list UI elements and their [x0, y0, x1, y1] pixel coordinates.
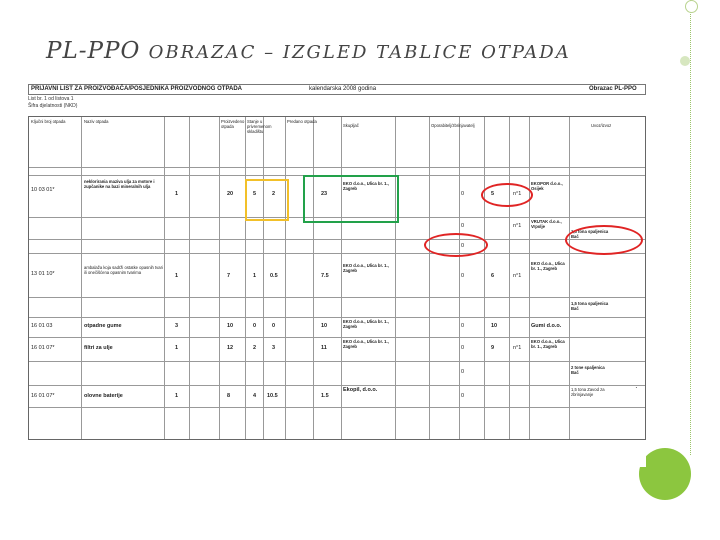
waste-table: [28, 116, 646, 440]
col-header-name: Naziv otpada: [84, 119, 109, 124]
row0-dest: EKOPOR d.o.o., Osijek: [531, 181, 563, 191]
red-circle-3: [565, 225, 643, 255]
col-header-produced: Proizvedeno otpada: [221, 119, 245, 129]
row1-r1: 0: [461, 223, 465, 229]
col-header-storage: Stanje u privremenom skladištu: [247, 119, 272, 134]
row3-qty: 7.5: [321, 273, 329, 279]
row8-n2: 8: [227, 393, 231, 399]
red-circle-1: [481, 183, 533, 207]
row8-n4: 10.5: [267, 393, 278, 399]
row0-n4: 2: [272, 191, 276, 197]
col-header-recycler: Oporabitelj/zbrinjavatelj: [431, 123, 475, 128]
row5-dest: Gumi d.o.o.: [531, 323, 562, 329]
row6-n3: 2: [253, 345, 257, 351]
row1-dest: VRUTAK d.o.o., Vrpolje: [531, 219, 562, 229]
title-lead: PL-PPO: [46, 38, 141, 64]
row6-n2: 12: [227, 345, 234, 351]
form-header: [28, 84, 646, 95]
form-heading: PRIJAVNI LIST ZA PROIZVOĐAČA/POSJEDNIKA PROIZVODNOG OTPADA: [31, 86, 243, 92]
row0-name: nekloriraniа maziva ulja za motore i zupčanike na bazi mineralnih ulja: [84, 179, 155, 189]
row3-n2: 7: [227, 273, 231, 279]
form-meta-1: List br. 1 od listova 1: [28, 96, 74, 102]
deco-circle-mid: [680, 56, 690, 66]
row7-r1: 0: [461, 369, 465, 375]
row3-n3: 1: [253, 273, 257, 279]
row8-n1: 1: [175, 393, 179, 399]
row3-r3: n°1: [513, 273, 522, 279]
row3-n1: 1: [175, 273, 179, 279]
row0-collector: EKO d.o.o., Ulica br. 1., Zagreb: [343, 181, 389, 191]
row6-qty: 11: [321, 345, 327, 351]
row3-dest: EKO d.o.o., Ulica br. 1., Zagreb: [531, 261, 565, 271]
row5-r1: 0: [461, 323, 465, 329]
slide-title: [46, 38, 571, 64]
row5-r2: 10: [491, 323, 498, 329]
row3-name: ambalaža koja sadrži ostatke opasnih tvari ili onečišćena opasnim tvarima: [84, 265, 163, 275]
title-rest: OBRAZAC – IZGLED TABLICE OTPADA: [148, 42, 571, 63]
row8-qty: 1.5: [321, 393, 329, 399]
row8-r1: 0: [461, 393, 465, 399]
row6-n4: 3: [272, 345, 276, 351]
col-header-collector: Skupljač: [343, 123, 359, 128]
row0-r1: 0: [461, 191, 465, 197]
row8-code: 16 01 07*: [31, 393, 55, 399]
row6-r2: 9: [491, 345, 495, 351]
row5-code: 16 01 03: [31, 323, 53, 329]
row0-qty: 23: [321, 191, 328, 197]
col-header-handed: Predano otpada: [287, 119, 317, 124]
row0-r2: 5: [491, 191, 495, 197]
row5-qty: 10: [321, 323, 328, 329]
form-period: kalendarska 2008 godina: [309, 86, 377, 92]
row8-n3: 4: [253, 393, 257, 399]
yellow-highlight: [245, 179, 289, 221]
form-footnotes: [28, 420, 644, 464]
row6-r1: 0: [461, 345, 465, 351]
row3-collector: EKO d.o.o., Ulica br. 1., Zagreb: [343, 263, 389, 273]
form-code: Obrazac PL-PPO: [589, 86, 637, 92]
bullet-dot: ·: [635, 383, 638, 392]
col-header-code: Ključni broj otpada: [31, 119, 66, 124]
row2-dest: 1,5 tona spaljenica Bač: [571, 229, 609, 239]
row6-r3: n°1: [513, 345, 522, 351]
row3-r1: 0: [461, 273, 465, 279]
row0-r3: n°1: [513, 191, 522, 197]
row6-dest: EKO d.o.o., Ulica br. 1., Zagreb: [531, 339, 565, 349]
row0-n1: 1: [175, 191, 179, 197]
row5-n3: 0: [253, 323, 257, 329]
row5-name: otpadne gume: [84, 323, 122, 329]
row3-n4: 0.5: [270, 273, 278, 279]
row5-n4: 0: [272, 323, 276, 329]
row0-n2: 20: [227, 191, 234, 197]
slide-frame-line: [690, 0, 692, 455]
row6-name: filtri za ulje: [84, 345, 113, 351]
col-header-import: Uvoz/izvoz: [591, 123, 612, 128]
row8-name: olovne baterije: [84, 393, 123, 399]
form-meta-2: Šifra djelatnosti (NKD): [28, 103, 78, 109]
row5-n2: 10: [227, 323, 234, 329]
row6-collector: EKO d.o.o., Ulica br. 1., Zagreb: [343, 339, 389, 349]
row1-r3: n°1: [513, 223, 522, 229]
row8-dest: 1,5 tona Zavod za zbrinjavanje: [571, 387, 605, 397]
row6-n1: 1: [175, 345, 179, 351]
form-document: [26, 82, 646, 467]
row7-dest: 2 tone spaljenica Bač: [571, 365, 605, 375]
row3-code: 13 01 10*: [31, 271, 55, 277]
row5-collector: EKO d.o.o., Ulica br. 1., Zagreb: [343, 319, 389, 329]
row4-dest: 1,5 tona spaljenica Bač: [571, 301, 609, 311]
row2-r1: 0: [461, 243, 465, 249]
row8-collector: Ekopil, d.o.o.: [343, 387, 378, 393]
green-highlight: [303, 175, 399, 223]
deco-circle-top: [685, 0, 698, 13]
red-circle-2: [424, 233, 488, 257]
row3-r2: 6: [491, 273, 495, 279]
row0-code: 10 03 01*: [31, 187, 55, 193]
row0-n3: 5: [253, 191, 257, 197]
deco-circle-green: [639, 448, 691, 500]
row5-n1: 3: [175, 323, 179, 329]
row6-code: 16 01 07*: [31, 345, 55, 351]
